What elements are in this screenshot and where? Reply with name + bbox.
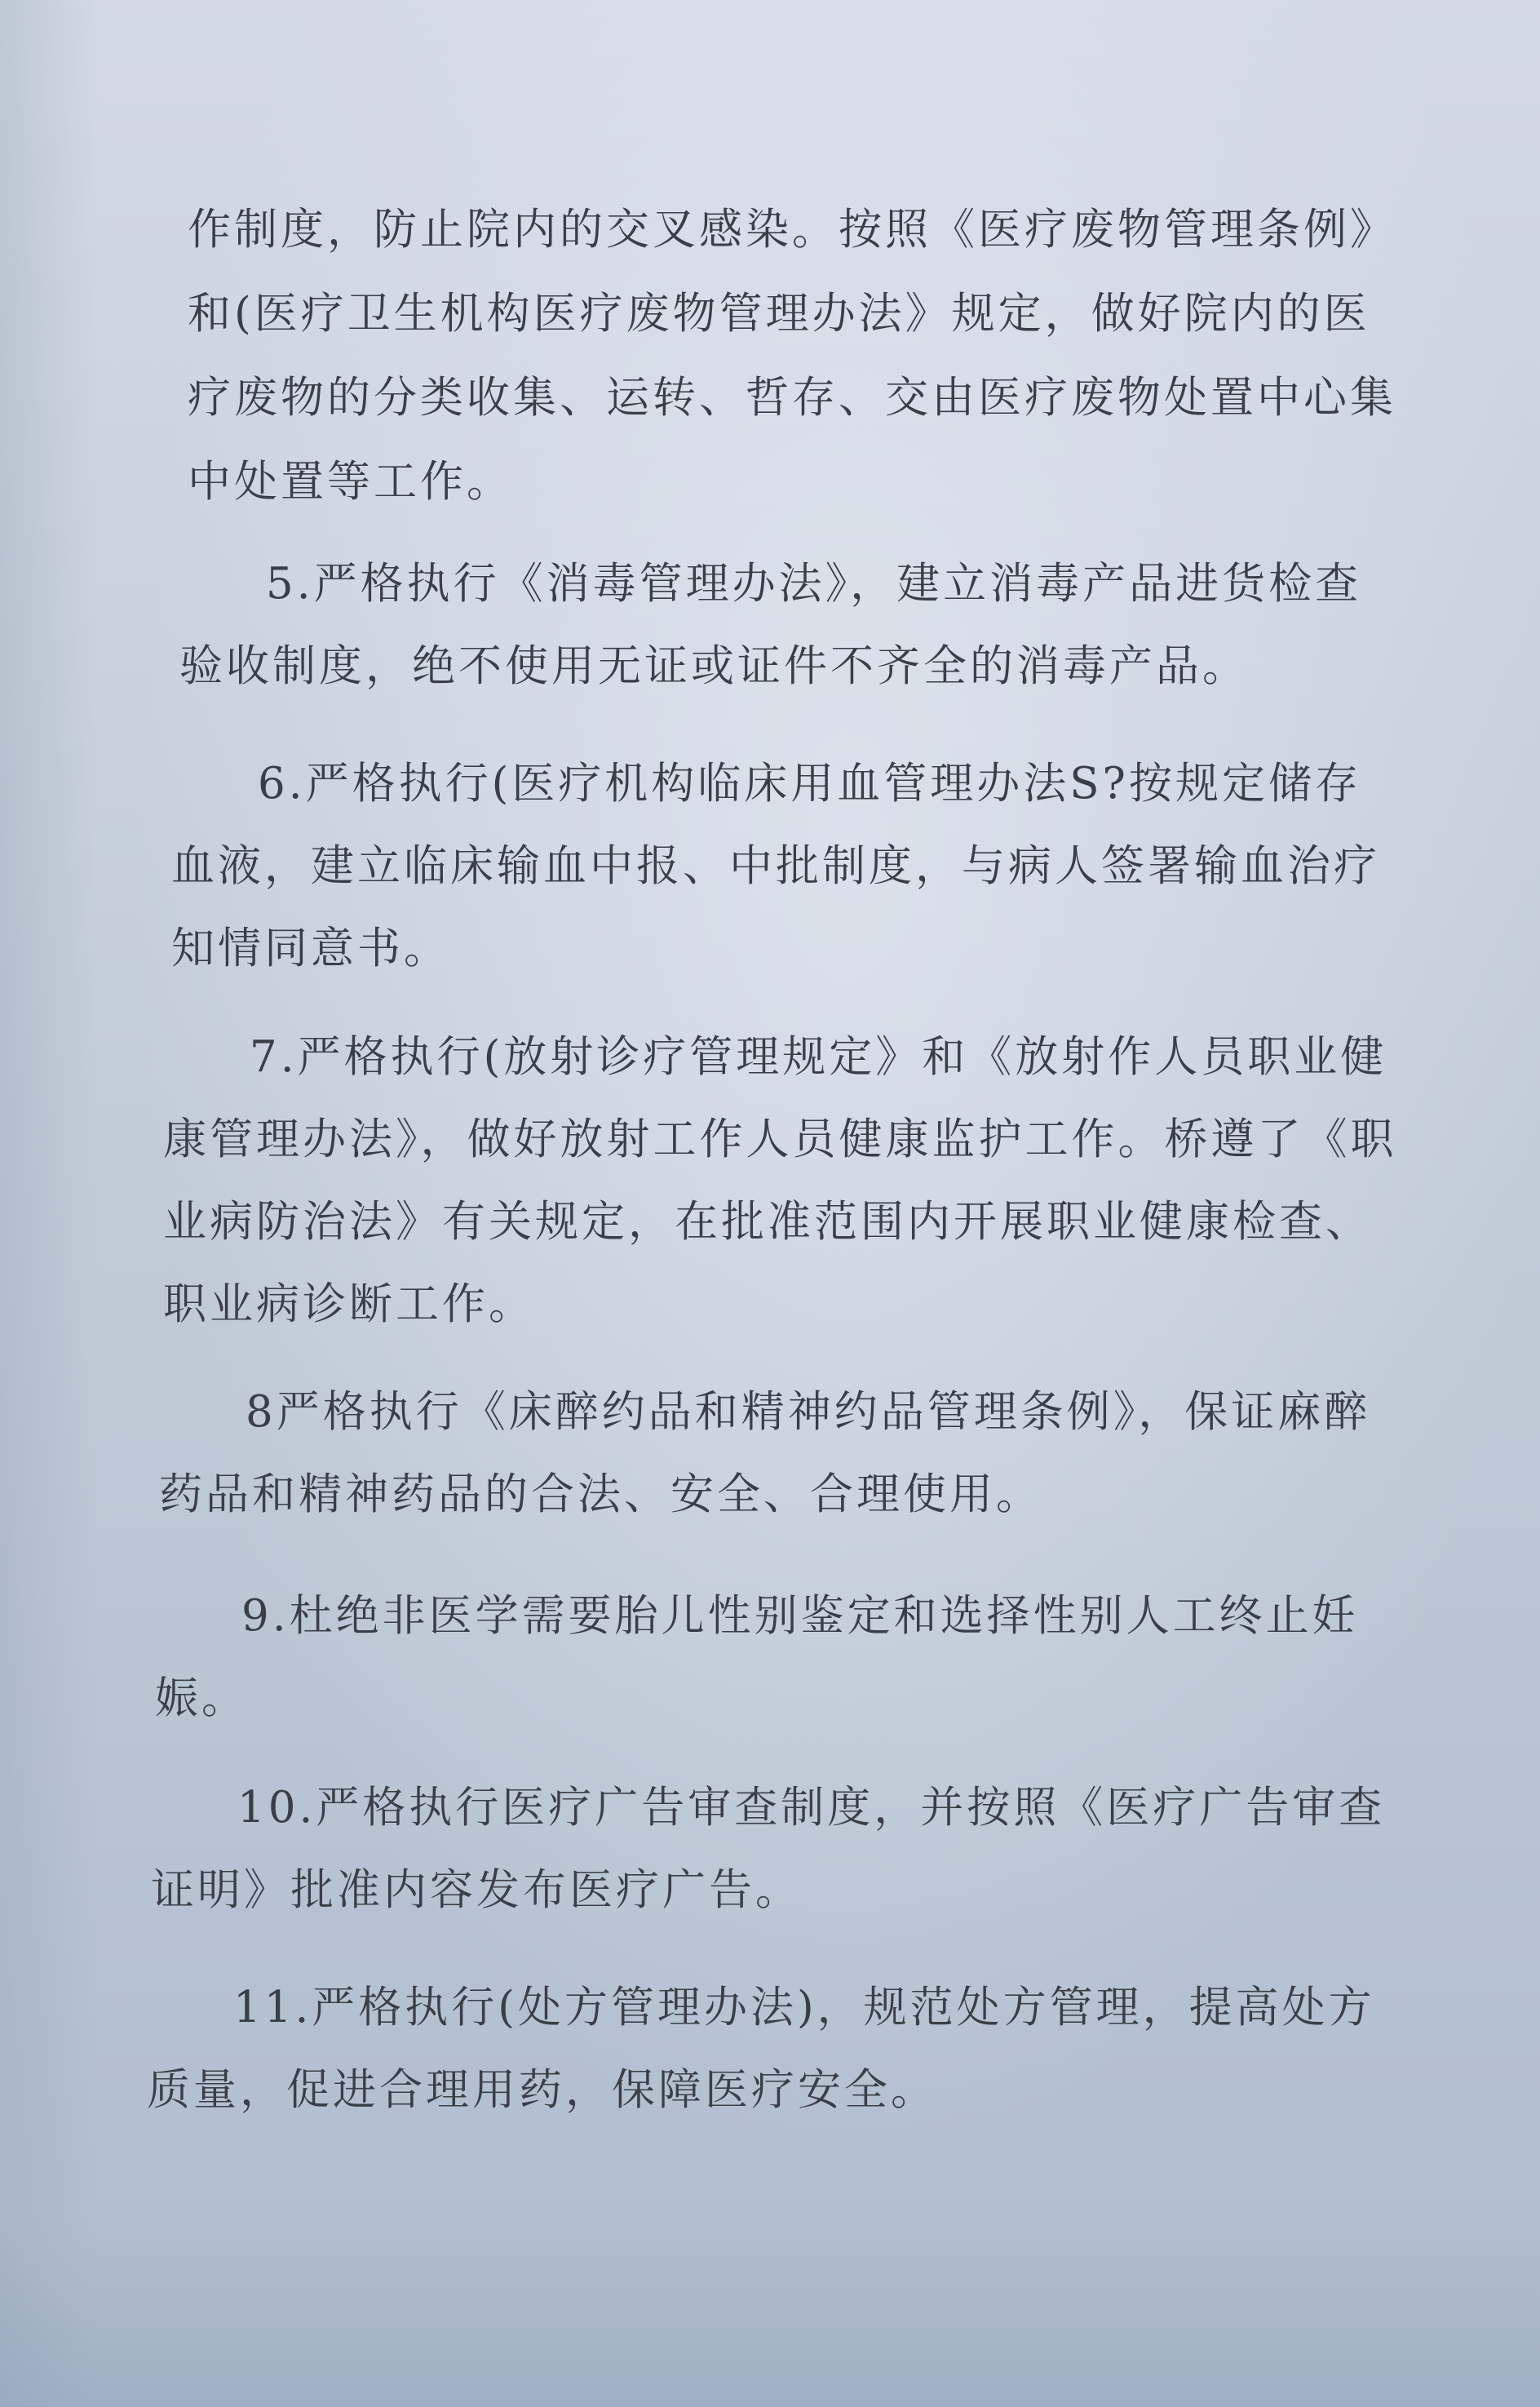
- paragraph-item-9: 9.杜绝非医学需要胎儿性别鉴定和选择性别人工终止妊娠。: [155, 1591, 1359, 1723]
- paragraph-continued: 作制度，防止院内的交叉感染。按照《医疗废物管理条例》和(医疗卫生机构医疗废物管理办法》规定，做好院内的医疗废物的分类收集、运转、哲存、交由医疗废物处置中心集中处置等工作。: [188, 205, 1396, 507]
- paragraph-item-10: 10.严格执行医疗广告审查制度，并按照《医疗广告审查证明》批准内容发布医疗广告。: [151, 1783, 1386, 1915]
- paragraph-item-6: 6.严格执行(医疗机构临床用血管理办法S?按规定储存血液，建立临床输血中报、中批制度，与病人签署输血治疗知情同意书。: [171, 759, 1380, 973]
- page-shadow-left: [0, 0, 98, 2407]
- paragraph-item-7: 7.严格执行(放射诊疗管理规定》和《放射作人员职业健康管理办法》，做好放射工作人员健康监护工作。桥遵了《职业病防治法》有关规定，在批准范围内开展职业健康检查、职业病诊断工作。: [163, 1032, 1397, 1329]
- paragraph-item-8: 8严格执行《床醉约品和精神约品管理条例》，保证麻醉药品和精神药品的合法、安全、合理使用。: [159, 1387, 1371, 1519]
- paragraph-item-11: 11.严格执行(处方管理办法)，规范处方管理，提高处方质量，促进合理用药，保障医疗安全。: [147, 1983, 1375, 2115]
- page-shadow-bottom: [0, 2227, 1540, 2407]
- paragraph-item-5: 5.严格执行《消毒管理办法》，建立消毒产品进货检查验收制度，绝不使用无证或证件不齐全的消毒产品。: [179, 559, 1362, 691]
